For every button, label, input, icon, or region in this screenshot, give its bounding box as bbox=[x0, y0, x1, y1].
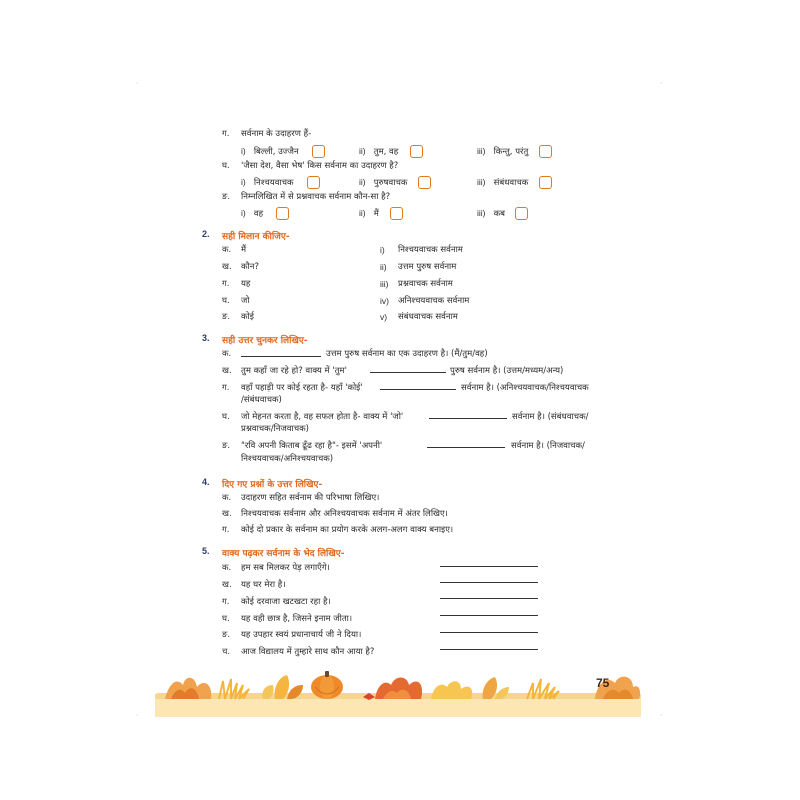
sentence-continuation: प्रश्नवाचक/निजवाचक) bbox=[241, 424, 309, 434]
sentence-after: पुरुष सर्वनाम है। (उत्तम/मध्यम/अन्य) bbox=[450, 366, 564, 376]
question-marker: ग. bbox=[222, 129, 230, 139]
question-text: कोई दो प्रकार के सर्वनाम का प्रयोग करके अलग-अलग वाक्य बनाइए। bbox=[241, 525, 454, 535]
option bbox=[241, 177, 294, 189]
option-text: संबंधवाचक bbox=[493, 178, 529, 188]
question-marker: क. bbox=[222, 349, 232, 359]
crop-mark: · bbox=[136, 79, 139, 88]
option-number: iii) bbox=[477, 146, 486, 156]
question-text: हम सब मिलकर पेड़ लगाएँगे। bbox=[241, 563, 330, 573]
fill-blank[interactable] bbox=[427, 447, 505, 448]
sentence-continuation: /संबंधवाचक) bbox=[241, 395, 282, 405]
crop-mark: · bbox=[136, 711, 139, 720]
answer-checkbox[interactable] bbox=[539, 176, 552, 189]
sentence-before: "रवि अपनी किताब ढूँढ रहा है"- इसमें 'अपनी' bbox=[241, 441, 383, 451]
option-text: निश्चयवाचक bbox=[253, 178, 294, 188]
section-heading: सही मिलान कीजिए- bbox=[222, 232, 290, 242]
pumpkin bbox=[311, 671, 343, 699]
fill-blank[interactable] bbox=[370, 372, 446, 373]
match-left-item: कोई bbox=[241, 312, 254, 322]
match-right-number: iv) bbox=[380, 296, 389, 306]
option-number: iii) bbox=[477, 177, 486, 187]
match-right-item: प्रश्नवाचक सर्वनाम bbox=[398, 279, 453, 289]
answer-line[interactable] bbox=[440, 566, 538, 567]
match-right-number: iii) bbox=[380, 279, 389, 289]
option-text: तुम, वह bbox=[373, 147, 399, 157]
sentence-after: उत्तम पुरुष सर्वनाम का एक उदाहरण है। (मैं/तुम/वह) bbox=[326, 349, 488, 359]
question-marker: ग. bbox=[222, 525, 230, 535]
sentence-continuation: निश्चयवाचक/अनिश्चयवाचक) bbox=[241, 454, 334, 464]
sentence-after: सर्वनाम है। (संबंधवाचक/ bbox=[512, 412, 589, 422]
match-right-item: संबंधवाचक सर्वनाम bbox=[398, 312, 458, 322]
answer-checkbox[interactable] bbox=[390, 207, 403, 220]
answer-line[interactable] bbox=[440, 598, 538, 599]
answer-line[interactable] bbox=[440, 632, 538, 633]
question-marker: क. bbox=[222, 493, 232, 503]
question-text: सर्वनाम के उदाहरण हैं- bbox=[241, 129, 312, 139]
section-heading: वाक्य पढ़कर सर्वनाम के भेद लिखिए- bbox=[222, 549, 345, 559]
autumn-footer-illustration bbox=[155, 665, 641, 717]
match-right-item: अनिश्चयवाचक सर्वनाम bbox=[398, 296, 470, 306]
match-right-item: उत्तम पुरुष सर्वनाम bbox=[398, 262, 457, 272]
question-marker: ङ. bbox=[222, 192, 231, 202]
question-marker: ग. bbox=[222, 597, 230, 607]
leaf-plant bbox=[262, 675, 303, 699]
option-number: ii) bbox=[359, 177, 366, 187]
option bbox=[477, 208, 505, 220]
option bbox=[359, 208, 379, 220]
answer-line[interactable] bbox=[440, 615, 538, 616]
option bbox=[477, 177, 528, 189]
fill-blank[interactable] bbox=[429, 418, 507, 419]
answer-checkbox[interactable] bbox=[276, 207, 289, 220]
answer-checkbox[interactable] bbox=[515, 207, 528, 220]
match-left-item: कौन? bbox=[241, 262, 259, 272]
question-text: उदाहरण सहित सर्वनाम की परिभाषा लिखिए। bbox=[241, 493, 380, 503]
question-marker: ग. bbox=[222, 383, 230, 393]
option-text: मैं bbox=[373, 209, 379, 219]
match-left-item: जो bbox=[241, 296, 250, 306]
section-number: 4. bbox=[202, 477, 210, 487]
question-text: यह उपहार स्वयं प्रधानाचार्य जी ने दिया। bbox=[241, 630, 362, 640]
section-heading: सही उत्तर चुनकर लिखिए- bbox=[222, 336, 308, 346]
question-marker: ख. bbox=[222, 580, 232, 590]
fill-blank[interactable] bbox=[241, 356, 321, 357]
answer-checkbox[interactable] bbox=[410, 145, 423, 158]
option-number: i) bbox=[241, 177, 246, 187]
option bbox=[241, 208, 263, 220]
option-number: i) bbox=[241, 146, 246, 156]
option-text: किन्तु, परंतु bbox=[493, 147, 529, 157]
answer-checkbox[interactable] bbox=[418, 176, 431, 189]
question-marker: क. bbox=[222, 563, 232, 573]
match-left-marker: ङ. bbox=[222, 312, 231, 322]
sentence-after: सर्वनाम है। (निजवाचक/ bbox=[511, 441, 585, 451]
answer-line[interactable] bbox=[440, 649, 538, 650]
answer-line[interactable] bbox=[440, 582, 538, 583]
option bbox=[359, 146, 398, 158]
option-text: बिल्ली, उज्जैन bbox=[253, 147, 299, 157]
option-number: i) bbox=[241, 208, 246, 218]
question-marker: ख. bbox=[222, 366, 232, 376]
page-number: 75 bbox=[596, 676, 610, 690]
match-right-number: v) bbox=[380, 312, 388, 322]
match-right-number: i) bbox=[380, 245, 385, 255]
crop-mark: · bbox=[660, 79, 663, 88]
sentence-after: सर्वनाम है। (अनिश्चयवाचक/निश्चयवाचक bbox=[461, 383, 589, 393]
match-left-marker: ग. bbox=[222, 279, 230, 289]
question-marker: घ. bbox=[222, 412, 230, 422]
question-marker: ख. bbox=[222, 509, 232, 519]
section-number: 2. bbox=[202, 229, 210, 239]
match-right-number: ii) bbox=[380, 262, 387, 272]
sentence-before: वहाँ पहाड़ी पर कोई रहता है- यहाँ 'कोई' bbox=[241, 383, 363, 393]
question-text: यह वही छात्र है, जिसने इनाम जीता। bbox=[241, 614, 353, 624]
match-left-item: यह bbox=[241, 279, 251, 289]
question-marker: घ. bbox=[222, 614, 230, 624]
crop-mark: · bbox=[660, 711, 663, 720]
match-left-marker: क. bbox=[222, 245, 232, 255]
answer-checkbox[interactable] bbox=[312, 145, 325, 158]
question-marker: च. bbox=[222, 647, 231, 657]
sentence-before: तुम कहाँ जा रहे हो? वाक्य में 'तुम' bbox=[241, 366, 347, 376]
fill-blank[interactable] bbox=[380, 389, 456, 390]
section-heading: दिए गए प्रश्नों के उत्तर लिखिए- bbox=[222, 480, 323, 490]
option-number: ii) bbox=[359, 208, 366, 218]
option-text: पुरुषवाचक bbox=[373, 178, 408, 188]
center-bush bbox=[375, 678, 422, 700]
option bbox=[359, 177, 407, 189]
question-text: आज विद्यालय में तुम्हारे साथ कौन आया है? bbox=[241, 647, 375, 657]
answer-checkbox[interactable] bbox=[307, 176, 320, 189]
question-text: यह घर मेरा है। bbox=[241, 580, 286, 590]
match-right-item: निश्चयवाचक सर्वनाम bbox=[398, 245, 463, 255]
question-text: 'जैसा देश, वैसा भेष' किस सर्वनाम का उदाहरण है? bbox=[241, 161, 399, 171]
yellow-bush bbox=[431, 681, 472, 699]
question-marker: घ. bbox=[222, 161, 230, 171]
sentence-before: जो मेहनत करता है, वह सफल होता है- वाक्य में 'जो' bbox=[241, 412, 404, 422]
question-text: निश्चयवाचक सर्वनाम और अनिश्चयवाचक सर्वनाम में अंतर लिखिए। bbox=[241, 509, 448, 519]
match-left-marker: घ. bbox=[222, 296, 230, 306]
question-marker: ङ. bbox=[222, 441, 231, 451]
answer-checkbox[interactable] bbox=[539, 145, 552, 158]
option-number: iii) bbox=[477, 208, 486, 218]
option bbox=[477, 146, 528, 158]
option bbox=[241, 146, 299, 158]
option-text: कब bbox=[493, 209, 505, 219]
section-number: 5. bbox=[202, 546, 210, 556]
question-text: निम्नलिखित में से प्रश्नवाचक सर्वनाम कौन-सा है? bbox=[241, 192, 391, 202]
left-bush bbox=[165, 678, 211, 699]
match-left-marker: ख. bbox=[222, 262, 232, 272]
question-marker: ङ. bbox=[222, 630, 231, 640]
question-text: कोई दरवाजा खटखटा रहा है। bbox=[241, 597, 331, 607]
match-left-item: मैं bbox=[241, 245, 247, 255]
option-number: ii) bbox=[359, 146, 366, 156]
option-text: वह bbox=[253, 209, 264, 219]
section-number: 3. bbox=[202, 333, 210, 343]
